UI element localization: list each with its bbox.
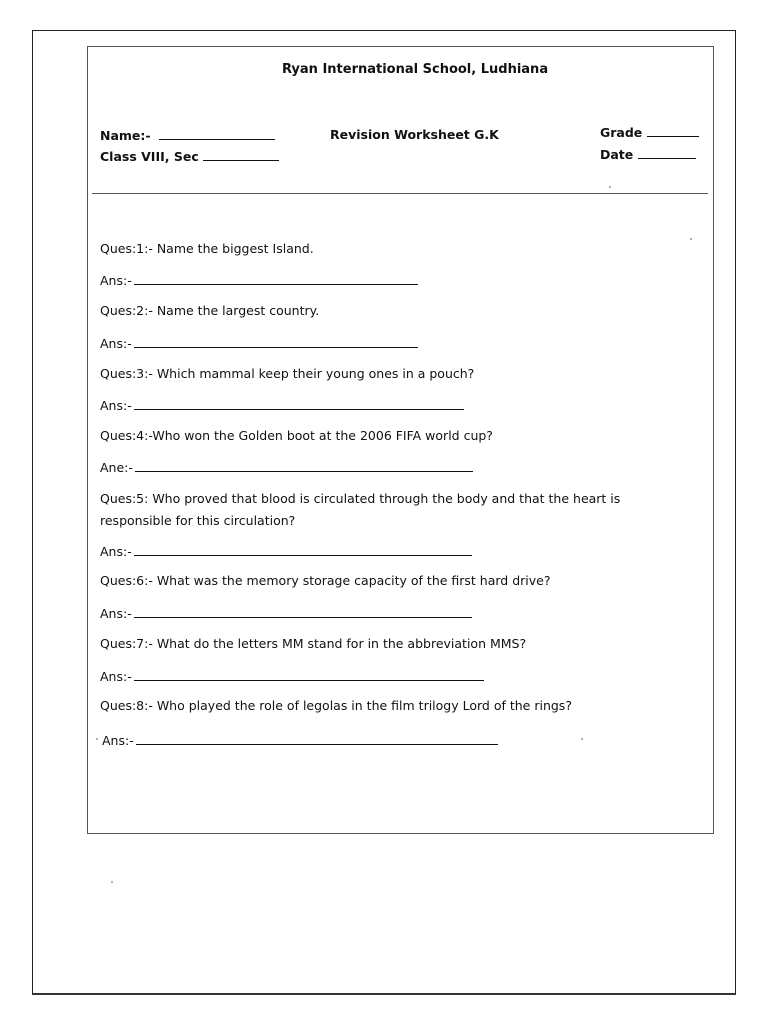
question-4: Ques:4:-Who won the Golden boot at the 2006 FIFA world cup? [100,428,493,443]
grade-label: Grade [600,125,643,140]
answer-label: Ans:- [100,273,132,288]
answer-8 [102,733,498,748]
answer-label: Ans:- [100,606,132,621]
answer-line[interactable] [134,679,484,681]
answer-2 [100,336,418,351]
answer-6 [100,606,472,621]
answer-1 [100,273,418,288]
name-blank[interactable] [159,138,275,140]
question-1: Ques:1:- Name the biggest Island. [100,241,314,256]
answer-5 [100,544,472,559]
date-label: Date [600,147,634,162]
question-2: Ques:2:- Name the largest country. [100,303,320,318]
class-field [100,149,279,164]
answer-line[interactable] [134,283,418,285]
section-blank[interactable] [203,159,279,161]
answer-label: Ane:- [100,460,133,475]
question-5: Ques:5: Who proved that blood is circulated through the body and that the heart is responsible for this circulation? [100,491,621,528]
grade-blank[interactable] [647,135,699,137]
answer-label: Ans:- [100,669,132,684]
class-label: Class VIII, Sec [100,149,199,164]
scan-speck [690,238,692,240]
answer-7 [100,669,484,684]
question-3: Ques:3:- Which mammal keep their young ones in a pouch? [100,366,475,381]
page-bottom-edge [32,993,736,995]
scan-speck [96,738,98,740]
answer-label: Ans:- [100,398,132,413]
question-7: Ques:7:- What do the letters MM stand for in the abbreviation MMS? [100,636,527,651]
answer-line[interactable] [136,743,498,745]
date-blank[interactable] [638,157,696,159]
answer-label: Ans:- [100,336,132,351]
scan-speck [111,881,113,883]
answer-line[interactable] [134,616,472,618]
date-field [600,147,696,162]
school-name: Ryan International School, Ludhiana [282,62,549,77]
name-label: Name:- [100,128,151,143]
answer-line[interactable] [134,408,464,410]
name-field [100,128,275,143]
answer-3 [100,398,464,413]
worksheet-title: Revision Worksheet G.K [330,127,499,142]
answer-line[interactable] [134,554,472,556]
answer-line[interactable] [134,346,418,348]
answer-label: Ans:- [100,544,132,559]
answer-4 [100,460,473,475]
scan-speck [581,738,583,740]
scan-speck [609,186,611,188]
answer-label: Ans:- [102,733,134,748]
answer-line[interactable] [135,470,473,472]
grade-field [600,125,699,140]
question-8: Ques:8:- Who played the role of legolas in the film trilogy Lord of the rings? [100,698,572,713]
header-divider [92,193,708,194]
question-6: Ques:6:- What was the memory storage capacity of the first hard drive? [100,573,551,588]
